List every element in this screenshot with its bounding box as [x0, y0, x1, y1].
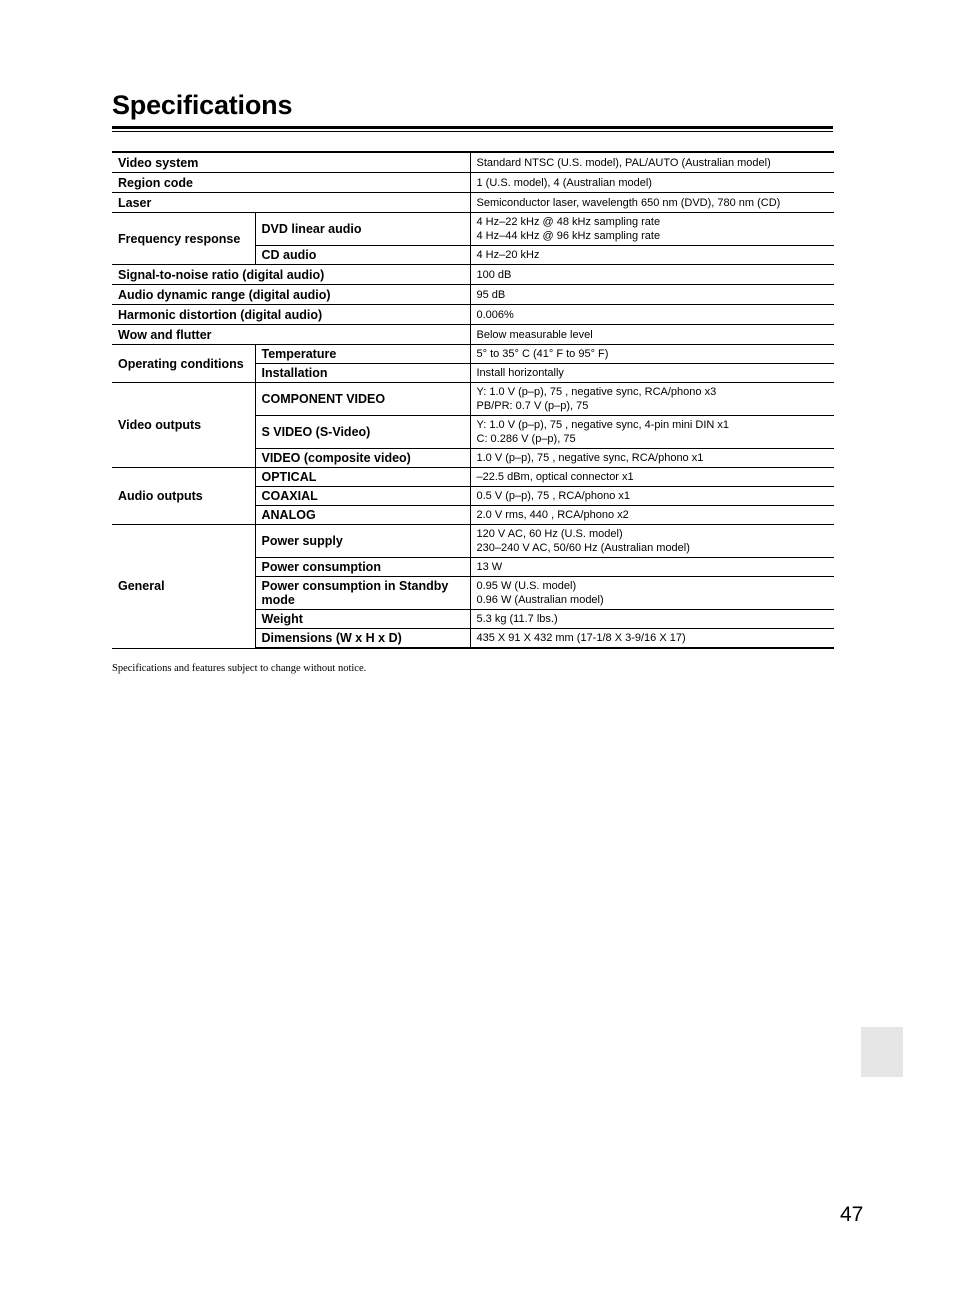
section-tab-marker: [861, 1027, 903, 1077]
value-line: 4 Hz–44 kHz @ 96 kHz sampling rate: [476, 230, 661, 242]
row-value: –22.5 dBm, optical connector x1: [470, 468, 834, 487]
row-value: 13 W: [470, 558, 834, 577]
value-line: 4 Hz–22 kHz @ 48 kHz sampling rate: [476, 216, 661, 228]
value-line: Y: 1.0 V (p–p), 75 , negative sync, RCA/phono x3: [476, 386, 717, 398]
table-row: [112, 265, 834, 285]
row-value: Below measurable level: [470, 325, 834, 345]
row-value: Semiconductor laser, wavelength 650 nm (DVD), 780 nm (CD): [470, 193, 834, 213]
row-sublabel: Installation: [255, 364, 470, 383]
footnote: Specifications and features subject to change without notice.: [112, 663, 367, 674]
row-label: Region code: [112, 173, 470, 193]
value-line: 0.96 W (Australian model): [476, 594, 604, 606]
row-sublabel: VIDEO (composite video): [255, 449, 470, 468]
row-value: 100 dB: [470, 265, 834, 285]
row-value: 4 Hz–20 kHz: [470, 246, 834, 265]
table-row: [112, 213, 834, 246]
row-sublabel: S VIDEO (S-Video): [255, 416, 470, 449]
row-value: [470, 577, 834, 610]
group-label: Video outputs: [112, 383, 255, 468]
row-sublabel: Power consumption in Standby mode: [255, 577, 470, 610]
table-row: [112, 152, 834, 173]
table-row: [112, 525, 834, 558]
row-label: Harmonic distortion (digital audio): [112, 305, 470, 325]
row-value: 1 (U.S. model), 4 (Australian model): [470, 173, 834, 193]
row-label: Signal-to-noise ratio (digital audio): [112, 265, 470, 285]
row-sublabel: ANALOG: [255, 506, 470, 525]
row-sublabel: COAXIAL: [255, 487, 470, 506]
row-sublabel: DVD linear audio: [255, 213, 470, 246]
row-value: [470, 525, 834, 558]
table-row: [112, 173, 834, 193]
row-sublabel: Power consumption: [255, 558, 470, 577]
table-row: [112, 193, 834, 213]
table-row: [112, 285, 834, 305]
row-value: 435 X 91 X 432 mm (17-1/8 X 3-9/16 X 17): [470, 629, 834, 649]
group-label: Operating conditions: [112, 345, 255, 383]
row-value: Install horizontally: [470, 364, 834, 383]
row-value: 0.5 V (p–p), 75 , RCA/phono x1: [470, 487, 834, 506]
row-value: 1.0 V (p–p), 75 , negative sync, RCA/phono x1: [470, 449, 834, 468]
row-value: 2.0 V rms, 440 , RCA/phono x2: [470, 506, 834, 525]
row-sublabel: OPTICAL: [255, 468, 470, 487]
table-row: [112, 468, 834, 487]
row-value: 0.006%: [470, 305, 834, 325]
row-value: [470, 416, 834, 449]
title-rule-thick: [112, 126, 833, 129]
table-row: [112, 325, 834, 345]
page-number: 47: [840, 1203, 864, 1226]
table-row: [112, 305, 834, 325]
row-label: Video system: [112, 152, 470, 173]
page-title: Specifications: [112, 90, 293, 120]
row-label: Laser: [112, 193, 470, 213]
specifications-table: [112, 151, 834, 649]
row-sublabel: COMPONENT VIDEO: [255, 383, 470, 416]
row-sublabel: Dimensions (W x H x D): [255, 629, 470, 649]
row-value: [470, 213, 834, 246]
group-label: General: [112, 525, 255, 649]
row-value: 5.3 kg (11.7 lbs.): [470, 610, 834, 629]
value-line: Y: 1.0 V (p–p), 75 , negative sync, 4-pin mini DIN x1: [476, 419, 730, 431]
value-line: 0.95 W (U.S. model): [476, 580, 577, 592]
row-value: 95 dB: [470, 285, 834, 305]
row-sublabel: Power supply: [255, 525, 470, 558]
value-line: 230–240 V AC, 50/60 Hz (Australian model): [476, 542, 690, 554]
table-row: [112, 345, 834, 364]
value-line: PB/PR: 0.7 V (p–p), 75: [476, 400, 589, 412]
title-rule-thin: [112, 131, 833, 132]
row-label: Wow and flutter: [112, 325, 470, 345]
row-label: Audio dynamic range (digital audio): [112, 285, 470, 305]
table-row: [112, 383, 834, 416]
row-sublabel: Temperature: [255, 345, 470, 364]
value-line: C: 0.286 V (p–p), 75: [476, 433, 576, 445]
value-line: 120 V AC, 60 Hz (U.S. model): [476, 528, 623, 540]
group-label: Audio outputs: [112, 468, 255, 525]
row-value: Standard NTSC (U.S. model), PAL/AUTO (Australian model): [470, 152, 834, 173]
group-label: Frequency response: [112, 213, 255, 265]
row-sublabel: CD audio: [255, 246, 470, 265]
row-value: 5° to 35° C (41° F to 95° F): [470, 345, 834, 364]
row-value: [470, 383, 834, 416]
row-sublabel: Weight: [255, 610, 470, 629]
